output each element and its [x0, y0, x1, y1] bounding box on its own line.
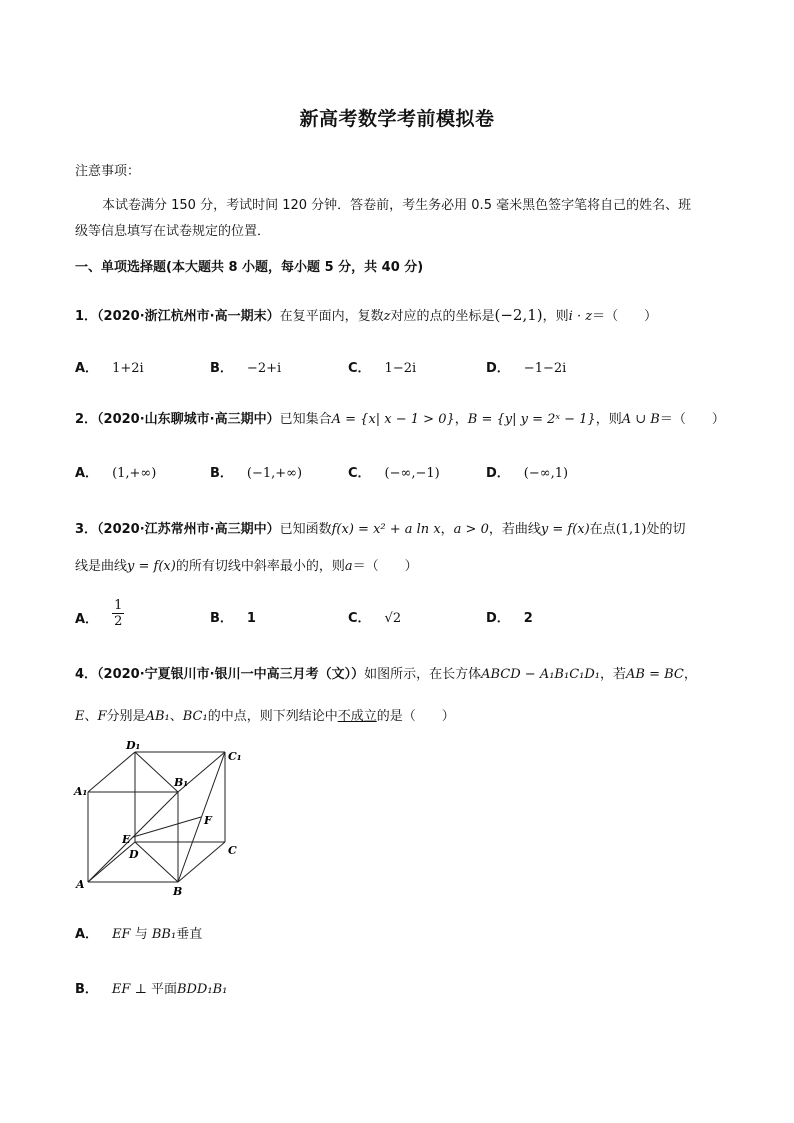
q2-set-a: A = {x| x − 1 > 0}: [331, 412, 455, 427]
q3-option-c[interactable]: C． √2: [348, 611, 402, 626]
q1-text-a: 在复平面内，复数: [279, 309, 384, 324]
label-d: D: [129, 848, 139, 861]
q2-option-b[interactable]: B． (−1,+∞): [210, 466, 303, 481]
q3-var-a: a: [344, 559, 353, 574]
label-b1: B₁: [174, 776, 189, 789]
q4-solid: ABCD − A₁B₁C₁D₁: [481, 667, 600, 682]
q1-option-c[interactable]: C． 1−2i: [348, 361, 417, 376]
q4-equation: AB = BC: [626, 667, 684, 682]
q1-option-a[interactable]: A． 1+2i: [75, 361, 144, 376]
page-title: 新高考数学考前模拟卷: [299, 108, 495, 130]
q1-option-b[interactable]: B． −2+i: [210, 361, 282, 376]
q3-point: (1,1): [615, 522, 647, 537]
question-3-line-2: 线是曲线y = f(x)的所有切线中斜率最小的，则a＝（ ）: [75, 559, 418, 574]
cuboid-figure: [60, 740, 260, 900]
q3-option-b[interactable]: B． 1: [210, 611, 256, 626]
label-e: E: [122, 833, 131, 846]
q2-option-c[interactable]: C． (−∞,−1): [348, 466, 440, 481]
q2-text-b: ，则: [595, 412, 622, 427]
question-2: 2．（2020·山东聊城市·高三期中）已知集合A = {x| x − 1 > 0}，B = {y| y = 2ˣ − 1}，则A ∪ B＝（ ）: [75, 412, 725, 427]
q1-text-c: ，则: [542, 309, 569, 324]
q3-function: f(x) = x² + a ln x: [331, 522, 441, 537]
q2-text-a: 已知集合: [279, 412, 332, 427]
q4-option-b[interactable]: B． EF ⊥ 平面BDD₁B₁: [75, 982, 228, 997]
q4-source: 4．（2020·宁夏银川市·银川一中高三月考（文））: [75, 667, 365, 682]
question-3-line-1: 3．（2020·江苏常州市·高三期中）已知函数f(x) = x² + a ln x，a > 0，若曲线y = f(x)在点(1,1)处的切: [75, 522, 686, 537]
label-c: C: [228, 844, 237, 857]
q2-option-a[interactable]: A． (1,+∞): [75, 466, 157, 481]
q2-expr: A ∪ B: [621, 412, 660, 427]
notice-line-1: 本试卷满分 150 分，考试时间 120 分钟．答卷前，考生务必用 0.5 毫米黑色签字笔将自己的姓名、班: [102, 198, 692, 213]
label-b: B: [173, 885, 183, 898]
q1-var-z: z: [383, 309, 391, 324]
q4-option-a[interactable]: A． EF 与 BB₁垂直: [75, 927, 203, 942]
question-4-line-2: E、F分别是AB₁、BC₁的中点，则下列结论中不成立的是（ ）: [75, 709, 455, 724]
q3-source: 3．（2020·江苏常州市·高三期中）: [75, 522, 280, 537]
question-1: [75, 305, 657, 324]
q2-set-b: B = {y| y = 2ˣ − 1}: [467, 412, 596, 427]
q3-curve-2: y = f(x): [127, 559, 176, 574]
label-d1: D₁: [126, 740, 141, 752]
q4-underlined: 不成立: [337, 709, 377, 724]
q1-tail: ＝（ ）: [592, 309, 658, 324]
q1-point: (−2,1): [494, 306, 543, 324]
q3-condition: a > 0: [453, 522, 489, 537]
label-c1: C₁: [228, 750, 242, 763]
label-f: F: [204, 814, 212, 827]
q2-source: 2．（2020·山东聊城市·高三期中）: [75, 412, 280, 427]
question-4-line-1: 4．（2020·宁夏银川市·银川一中高三月考（文））如图所示，在长方体ABCD − A₁B₁C₁D₁，若AB = BC，: [75, 667, 697, 682]
q1-option-d[interactable]: D． −1−2i: [486, 361, 567, 376]
q2-tail: ＝（ ）: [659, 412, 725, 427]
label-a1: A₁: [74, 785, 88, 798]
notice-heading: 注意事项：: [75, 164, 141, 179]
q1-expr: i · z: [568, 309, 593, 324]
section-heading: 一、单项选择题(本大题共 8 小题，每小题 5 分，共 40 分): [75, 260, 424, 275]
q3-curve: y = f(x): [540, 522, 590, 537]
q3-option-d[interactable]: D． 2: [486, 611, 533, 626]
q2-option-d[interactable]: D． (−∞,1): [486, 466, 569, 481]
notice-line-2: 级等信息填写在试卷规定的位置．: [75, 224, 271, 239]
q3-fraction: $\frac{1}{2}$: [114, 598, 123, 629]
q1-source: 1．（2020·浙江杭州市·高一期末）: [75, 309, 280, 324]
label-a: A: [76, 878, 85, 891]
q1-text-b: 对应的点的坐标是: [390, 309, 495, 324]
q3-option-a[interactable]: A． $\frac{1}{2}$: [75, 598, 123, 629]
